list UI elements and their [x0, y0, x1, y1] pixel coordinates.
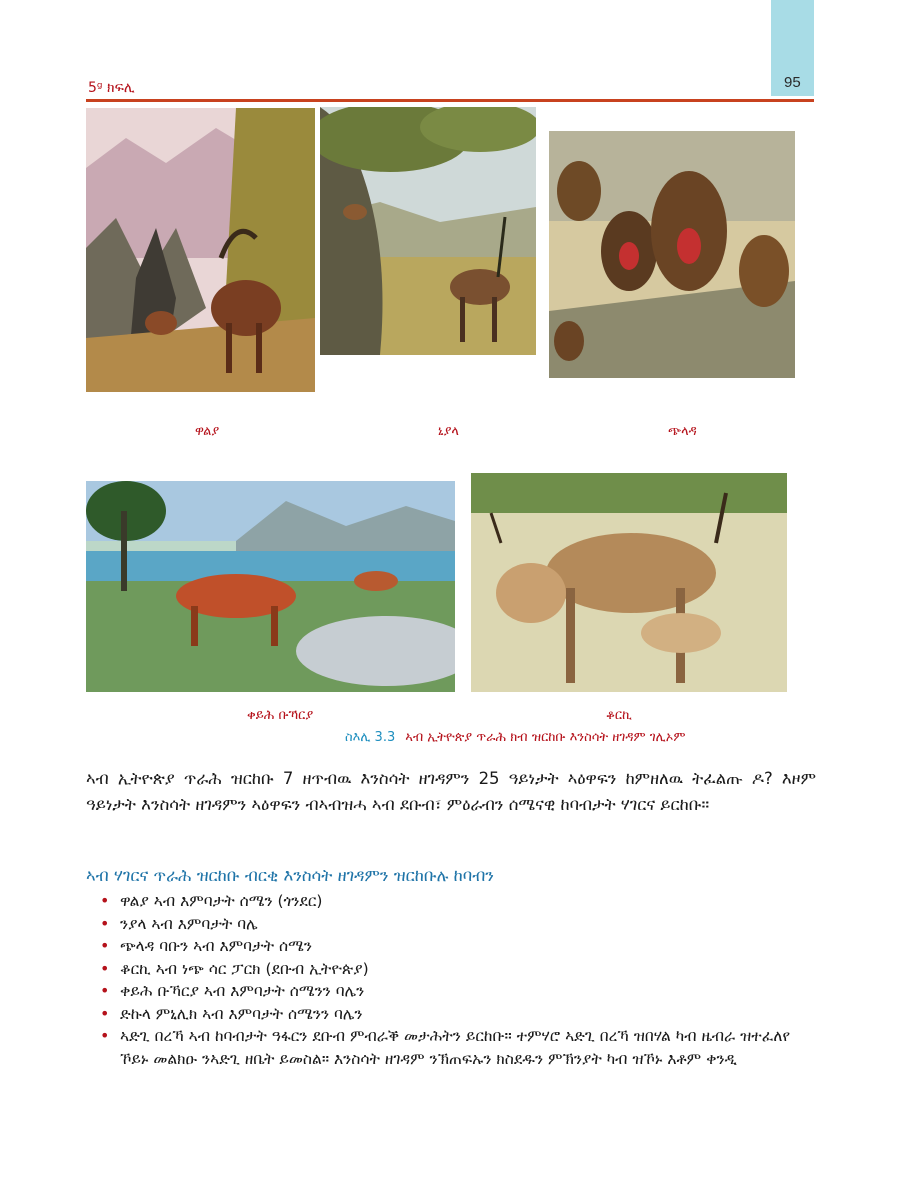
walia-ibex-image	[86, 108, 315, 392]
list-item: • ጭላዳ ባቡን ኣብ እምባታት ሰሜን	[96, 935, 806, 958]
hartebeest-image	[471, 473, 787, 692]
figure-caption	[345, 730, 686, 745]
figure-number: ስእሊ 3.3	[345, 730, 396, 745]
list-item: • ድኩላ ምኒሊክ ኣብ እምባታት ሰሜንን ባሌን	[96, 1003, 806, 1026]
caption-walia: ዋልያ	[195, 424, 220, 439]
figure-title: ኣብ ኢትዮጵያ ጥራሕ ክብ ዝርከቡ እንስሳት ዘገዳም ገሊኦም	[405, 730, 686, 745]
header-rule	[86, 99, 814, 102]
caption-nyala: ኒያላ	[438, 424, 459, 439]
gelada-image	[549, 131, 795, 378]
nyala-image	[320, 107, 536, 355]
list-item: • ንያላ ኣብ እምባታት ባሌ	[96, 913, 806, 936]
list-item: • ኣድጊ በረኻ ኣብ ከባብታት ዓፋርን ደቡብ ምብራቕ መታሕትን ይርከቡ። ተምሃሮ ኣድጊ በረኻ ዝበሃል ካብ ዜብራ ዝተፈለየ ኾይኑ መልክዑ ንኣድጊ ዘቤት ይመስል። እንስሳት ዘገዳም ንኽጠፍኡን ክስደዱን ምኽንያት ካብ ዝኾኑ እቶም ቀንዲ	[96, 1025, 806, 1070]
page-number: 95	[784, 74, 801, 91]
body-paragraph: ኣብ ኢትዮጵያ ጥራሕ ዝርከቡ 7 ዘጥብዉ እንስሳት ዘገዳምን 25 ዓይነታት ኣዕዋፍን ከምዘለዉ ትፈልጡ ዶ? እዞም ዓይነታት እንስሳት ዘገዳምን ኣዕዋፍን ብኣብዝሓ ኣብ ደቡብ፣ ምዕራብን ሰሜናዊ ከባብታት ሃገርና ይርከቡ።	[86, 769, 816, 814]
caption-red-wolf: ቀይሕ ቡኻርያ	[247, 708, 314, 723]
ethiopian-wolf-image	[86, 481, 455, 692]
list-item: • ቆርኪ ኣብ ነጭ ሳር ፓርክ (ደቡብ ኢትዮጵያ)	[96, 958, 806, 981]
grade-label: 5ᵍ ክፍሊ	[88, 80, 135, 96]
caption-gelada: ጭላዳ	[668, 424, 697, 439]
animal-location-list	[96, 890, 806, 1070]
list-item: • ቀይሕ ቡኻርያ ኣብ እምባታት ሰሜንን ባሌን	[96, 980, 806, 1003]
section-heading: ኣብ ሃገርና ጥራሕ ዝርከቡ ብርቂ እንስሳት ዘገዳምን ዝርከቡሉ ከባብን	[86, 866, 494, 885]
list-item: • ዋልያ ኣብ እምባታት ሰሜን (ጎንደር)	[96, 890, 806, 913]
caption-hartebeest: ቆርኪ	[606, 708, 632, 723]
